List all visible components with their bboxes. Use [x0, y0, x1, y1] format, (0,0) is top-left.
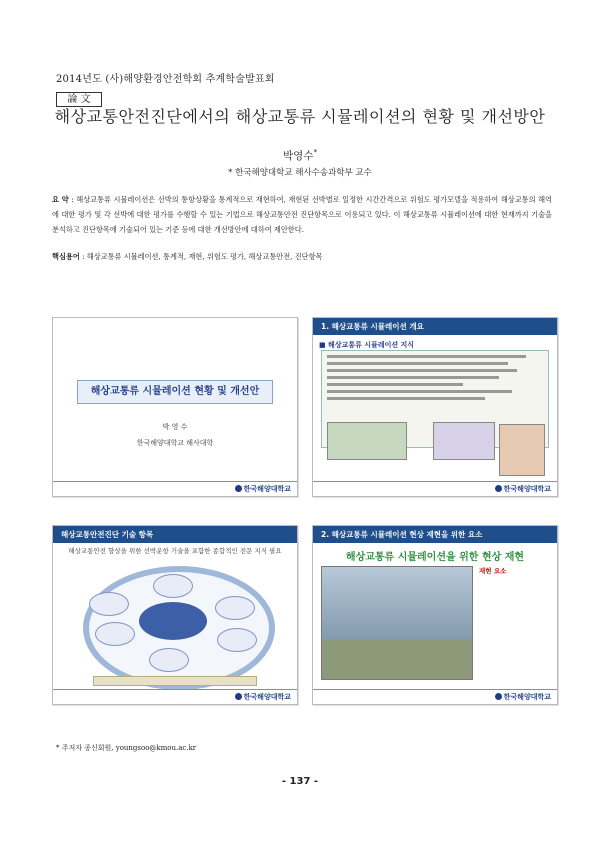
slide-4-list-header: 재현 요소 [479, 567, 507, 575]
slide-3-node [89, 592, 129, 616]
slide-2-chart-image [433, 422, 495, 460]
page-number: - 137 - [281, 776, 319, 787]
slide-1-logo-text: 한국해양대학교 [243, 485, 291, 493]
slide-1-author: 박 영 수 [162, 423, 188, 431]
slide-2-header: 1. 해상교통류 시뮬레이션 개요 [313, 318, 557, 335]
slide-3-node [215, 596, 255, 620]
university-logo-icon [495, 693, 502, 700]
slide-3-header: 해상교통안전진단 기술 항목 [53, 526, 297, 543]
abstract-text: : 해상교통류 시뮬레이션은 선박의 통항상황을 통계적으로 재현하여, 재현된 선박별로 일정한 시간간격으로 위험도 평가모델을 적용하여 해상교통의 해역에 대한 평가 및 각 선박에 대한 평가를 수행할 수 있는 기법으로 해상교통안전 진단항목으로 이용되고 있다. 이 해상교통류 시뮬레이션에 대한 현재까지 기술을 분석하고 진단항목에 기술되어 있는 기준 등에 대한 개선방안에 대하여 제안한다. [52, 195, 553, 234]
paper-title: 해상교통안전진단에서의 해상교통류 시뮬레이션의 현황 및 개선방안 [54, 107, 546, 126]
slide-1-affiliation: 한국해양대학교 해사대학 [136, 439, 214, 447]
slide-3-node [149, 648, 189, 672]
slide-3-node [95, 622, 135, 646]
slide-2-subheader: ■ 해상교통류 시뮬레이션 지식 [319, 341, 415, 349]
keywords-text: : 해상교통류 시뮬레이션, 통계적, 재현, 위험도 평가, 해상교통안전, 진단항목 [79, 252, 323, 261]
paper-type-badge: 論 文 [56, 92, 102, 107]
conference-header: 2014년도 (사)해양환경안전학회 추계학술발표회 [56, 74, 275, 85]
abstract [52, 192, 552, 237]
university-logo-icon [235, 693, 242, 700]
author-name: 박영수 [283, 150, 314, 162]
slide-2-logo-text: 한국해양대학교 [503, 485, 551, 493]
university-logo-icon [495, 485, 502, 492]
slide-4-subheader: 해상교통류 시뮬레이션을 위한 현상 재현 [345, 552, 525, 563]
slide-technology [52, 525, 298, 705]
slide-1-title: 해상교통류 시뮬레이션 현황 및 개선안 [77, 380, 273, 404]
slide-4-element-list [479, 566, 549, 576]
keywords [52, 252, 552, 262]
slide-title [52, 317, 298, 497]
slide-3-logo [235, 692, 291, 702]
abstract-label: 요 약 [52, 195, 69, 204]
slide-4-port-photo [321, 566, 473, 680]
slide-2-route-image [499, 424, 545, 476]
university-logo-icon [235, 485, 242, 492]
slide-4-logo [495, 692, 551, 702]
slide-2-map-image [327, 422, 407, 460]
author-affiliation: * 한국해양대학교 해사수송과학부 교수 [228, 168, 372, 178]
slide-3-node [217, 628, 257, 652]
slide-3-subheader: 해상교통안전 향상을 위한 선박운항 기술을 포함한 종합적인 전문 지식 필요 [68, 547, 282, 555]
slide-1-logo [235, 484, 291, 494]
slide-4-header: 2. 해상교통류 시뮬레이션 현상 재현을 위한 요소 [313, 526, 557, 543]
slide-2-logo [495, 484, 551, 494]
slide-3-node [153, 574, 193, 598]
slide-3-logo-text: 한국해양대학교 [243, 693, 291, 701]
slide-4-logo-text: 한국해양대학교 [503, 693, 551, 701]
footnote: * 주저자 종신회원, youngsoo@kmou.ac.kr [56, 744, 197, 752]
slide-3-diagram-base [93, 676, 257, 686]
slide-elements [312, 525, 558, 705]
slide-3-diagram-core [139, 602, 207, 640]
author-line [0, 148, 600, 163]
keywords-label: 핵심용어 [52, 252, 80, 261]
author-mark: * [313, 148, 317, 157]
slide-overview [312, 317, 558, 497]
